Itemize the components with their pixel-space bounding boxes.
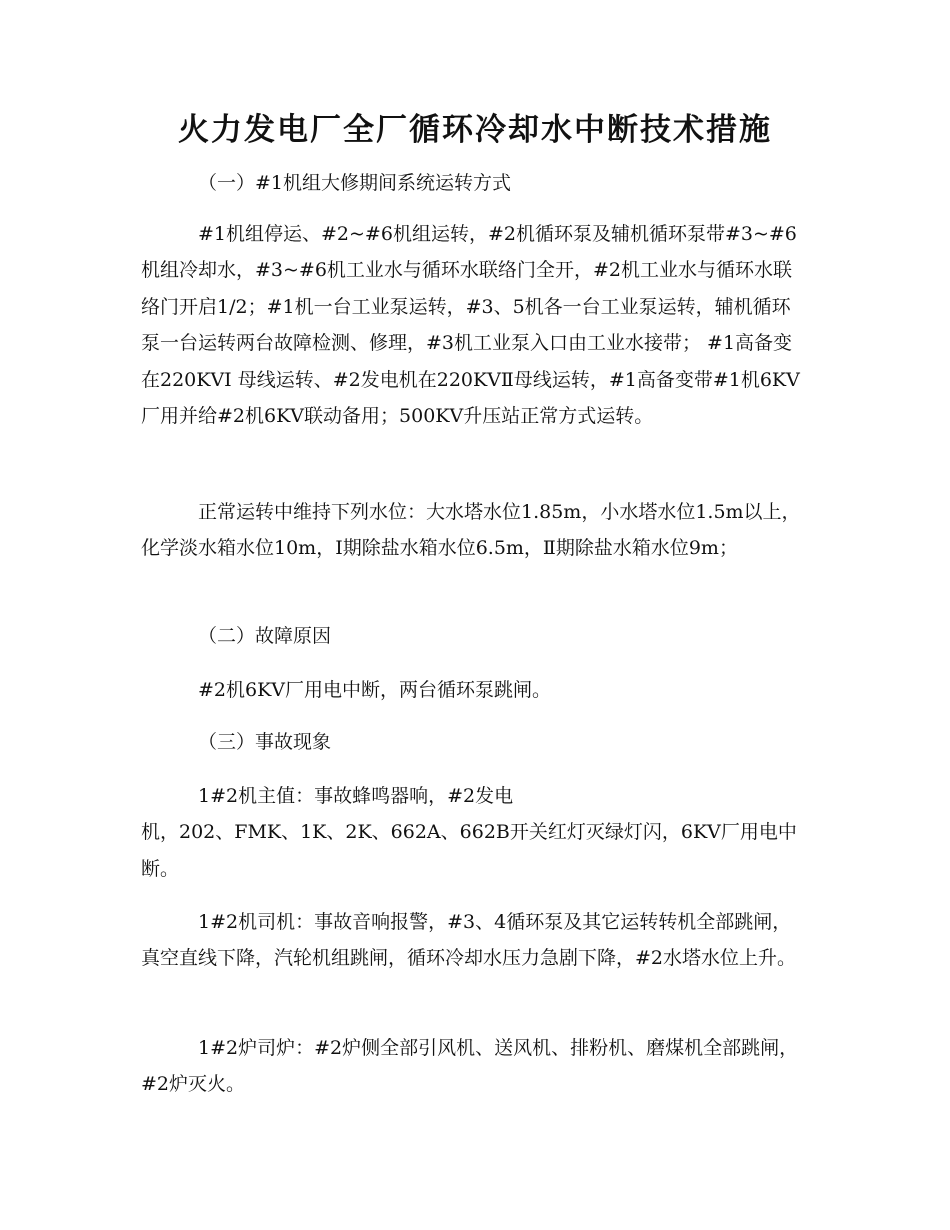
paragraph-unit-operator-first-line: 1#2机主值：事故蜂鸣器响，#2发电 (198, 785, 514, 807)
section-heading-fault-cause: （二）故障原因 (198, 625, 332, 647)
paragraph-fault-cause: #2机6KV厂用电中断，两台循环泵跳闸。 (198, 679, 552, 701)
paragraph-water-levels: 正常运转中维持下列水位：大水塔水位1.85m，小水塔水位1.5m以上，化学淡水箱水位10m，Ⅰ期除盐水箱水位6.5m，Ⅱ期除盐水箱水位9m； (141, 501, 801, 560)
document-title: 火力发电厂全厂循环冷却水中断技术措施 (178, 112, 772, 148)
section-heading-accident-phenomena: （三）事故现象 (198, 731, 332, 753)
paragraph-unit-operator (141, 778, 806, 887)
section-heading-operation-mode: （一）#1机组大修期间系统运转方式 (198, 172, 512, 194)
paragraph-turbine-driver: 1#2机司机：事故音响报警，#3、4循环泵及其它运转转机全部跳闸，真空直线下降，汽轮机组跳闸，循环冷却水压力急剧下降，#2水塔水位上升。 (141, 911, 797, 970)
paragraph-unit-operator-rest: 机，202、FMK、1K、2K、662A、662B开关红灯灭绿灯闪，6KV厂用电中断。 (141, 821, 797, 880)
paragraph-operation-mode: #1机组停运、#2~#6机组运转，#2机循环泵及辅机循环泵带#3~#6机组冷却水，#3~#6机工业水与循环水联络门全开，#2机工业水与循环水联络门开启1/2；#1机一台工业泵运转，#3、5机各一台工业泵运转，辅机循环泵一台运转两台故障检测、修理，#3机工业泵入口由工业水接带； #1高备变在220KVⅠ 母线运转、#2发电机在220KVⅡ母线运转，#1高备变带#1机6KV厂用并给#2机6KV联动备用；500KV升压站正常方式运转。 (141, 223, 800, 428)
paragraph-boiler-operator: 1#2炉司炉：#2炉侧全部引风机、送风机、排粉机、磨煤机全部跳闸，#2炉灭火。 (141, 1037, 799, 1096)
